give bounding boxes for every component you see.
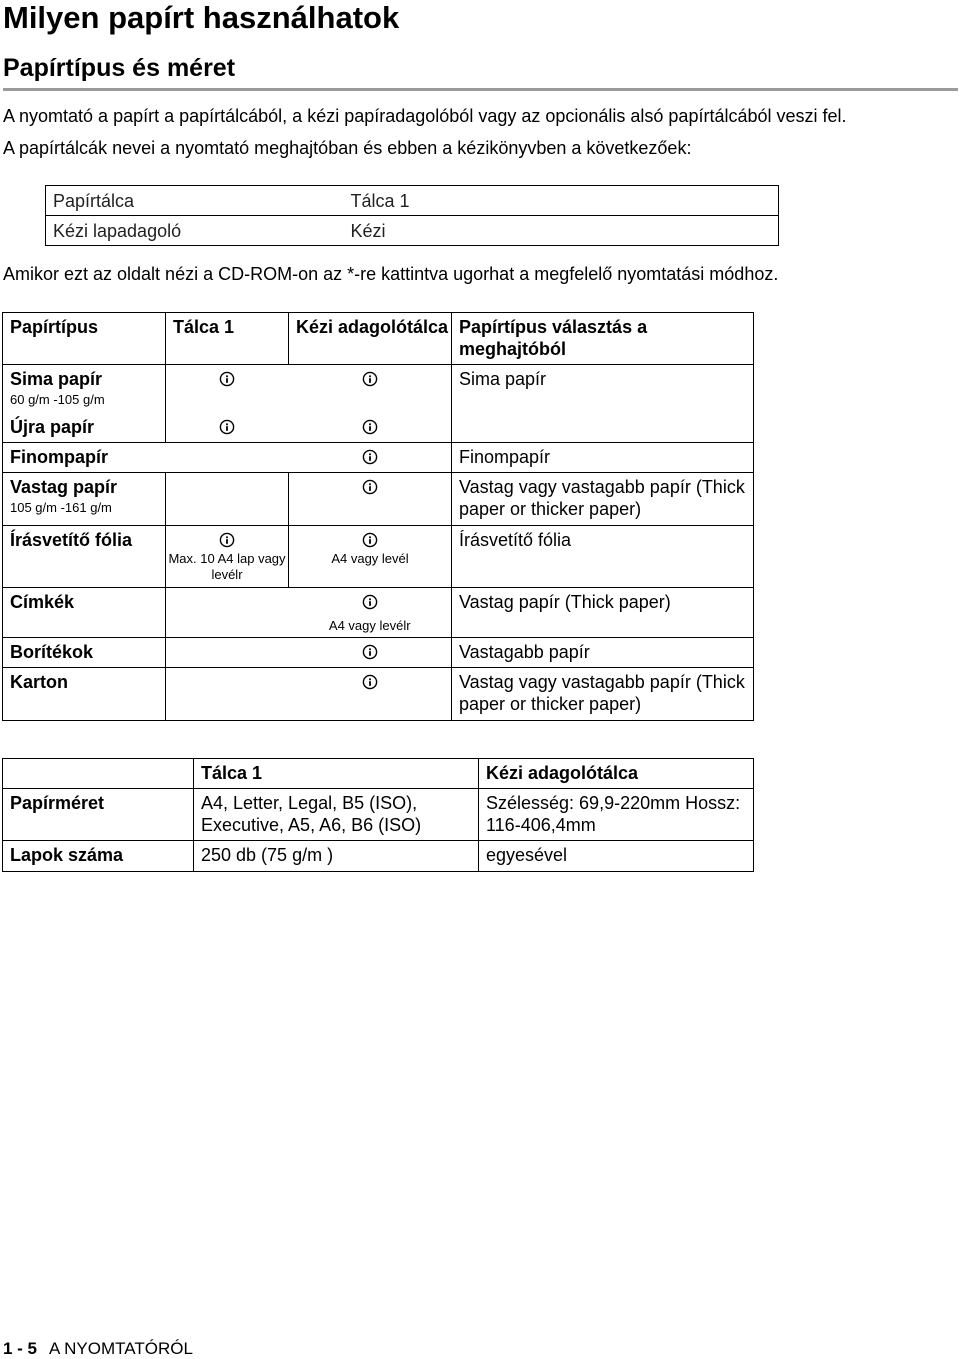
page-footer (3, 1339, 193, 1359)
type-cell-folia: Írásvetítő fólia (3, 526, 166, 588)
type-cell-boritekok: Borítékok (3, 638, 166, 668)
type-weight: 105 g/m -161 g/m (10, 500, 112, 515)
driver-cell: Vastag vagy vastagabb papír (Thick paper or thicker paper) (452, 668, 754, 721)
header-kezi: Kézi adagolótálca (289, 313, 452, 365)
table-row (3, 413, 754, 443)
count-manual: egyesével (479, 841, 754, 872)
table-row (3, 443, 754, 473)
type-name: Vastag papír (10, 477, 118, 497)
intro-line-1: A nyomtató a papírt a papírtálcából, a kézi papíradagolóból vagy az opcionális alsó papírtálcából veszi fel. (3, 106, 847, 126)
header-driver: Papírtípus választás a meghajtóból (452, 313, 754, 365)
type-cell-sima (3, 365, 166, 413)
table-row (46, 186, 779, 216)
table-row (3, 759, 754, 789)
section-rule (3, 88, 958, 91)
header-kezi: Kézi adagolótálca (479, 759, 754, 789)
tray-cell (166, 443, 289, 473)
type-cell-ujra: Újra papír (3, 413, 166, 443)
manual-cell (289, 668, 452, 721)
table-row (3, 668, 754, 721)
page-title: Milyen papírt használhatok (3, 0, 400, 35)
manual-cell (289, 473, 452, 526)
check-icon (362, 532, 378, 548)
type-cell-vastag (3, 473, 166, 526)
size-tray: A4, Letter, Legal, B5 (ISO), Executive, A5, A6, B6 (ISO) (194, 789, 479, 841)
table-row (3, 365, 754, 413)
count-tray: 250 db (75 g/m ) (194, 841, 479, 872)
paper-size-table (2, 758, 754, 872)
manual-cell (289, 413, 452, 443)
tray-name-cell: Kézi lapadagoló (46, 216, 344, 246)
check-icon (362, 674, 378, 690)
size-label: Papírméret (3, 789, 194, 841)
intro-line-2: A papírtálcák nevei a nyomtató meghajtóban és ebben a kézikönyvben a következőek: (3, 138, 692, 158)
type-cell-finom: Finompapír (3, 443, 166, 473)
table-row (3, 789, 754, 841)
header-papirtipus: Papírtípus (3, 313, 166, 365)
tray-cell (166, 668, 289, 721)
tray-names-table (45, 185, 779, 246)
table-row (3, 588, 754, 638)
header-talca1: Tálca 1 (166, 313, 289, 365)
header-talca1: Tálca 1 (194, 759, 479, 789)
footer-section: A NYOMTATÓRÓL (49, 1339, 193, 1358)
type-cell-karton: Karton (3, 668, 166, 721)
manual-cell (289, 588, 452, 638)
tray-cell (166, 588, 289, 638)
page-number: 1 - 5 (3, 1339, 38, 1358)
table-row (3, 313, 754, 365)
table-row (46, 216, 779, 246)
driver-cell: Vastagabb papír (452, 638, 754, 668)
manual-note: A4 vagy levél (331, 551, 409, 566)
table-row (3, 841, 754, 872)
table-row (3, 473, 754, 526)
section-title: Papírtípus és méret (3, 54, 236, 82)
manual-cell (289, 526, 452, 588)
type-weight: 60 g/m -105 g/m (10, 392, 105, 407)
check-icon (219, 419, 235, 435)
header-empty (3, 759, 194, 789)
size-manual: Szélesség: 69,9-220mm Hossz: 116-406,4mm (479, 789, 754, 841)
tray-name-value: Tálca 1 (344, 186, 779, 216)
tray-name-value: Kézi (344, 216, 779, 246)
cdrom-note[interactable]: Amikor ezt az oldalt nézi a CD-ROM-on az *-re kattintva ugorhat a megfelelő nyomtatási módhoz. (3, 264, 779, 284)
paper-type-table (2, 312, 754, 721)
manual-cell (289, 443, 452, 473)
manual-note: A4 vagy levélr (328, 618, 411, 633)
tray-cell (166, 365, 289, 413)
count-label: Lapok száma (3, 841, 194, 872)
check-icon (362, 419, 378, 435)
check-icon (362, 371, 378, 387)
tray-cell (166, 413, 289, 443)
manual-cell (289, 638, 452, 668)
tray-name-cell: Papírtálca (46, 186, 344, 216)
driver-cell: Sima papír (452, 365, 754, 413)
check-icon (362, 594, 378, 610)
type-name: Sima papír (10, 369, 103, 389)
driver-cell: Vastag vagy vastagabb papír (Thick paper or thicker paper) (452, 473, 754, 526)
check-icon (219, 532, 235, 548)
check-icon (362, 479, 378, 495)
type-cell-cimkek: Címkék (3, 588, 166, 638)
manual-cell (289, 365, 452, 413)
check-icon (362, 449, 378, 465)
check-icon (219, 371, 235, 387)
tray-cell (166, 526, 289, 588)
driver-cell: Írásvetítő fólia (452, 526, 754, 588)
table-row (3, 526, 754, 588)
table-row (3, 638, 754, 668)
check-icon (362, 644, 378, 660)
tray-note: Max. 10 A4 lap vagy levélr (168, 551, 286, 582)
driver-cell (452, 413, 754, 443)
driver-cell: Vastag papír (Thick paper) (452, 588, 754, 638)
driver-cell: Finompapír (452, 443, 754, 473)
tray-cell (166, 473, 289, 526)
tray-cell (166, 638, 289, 668)
